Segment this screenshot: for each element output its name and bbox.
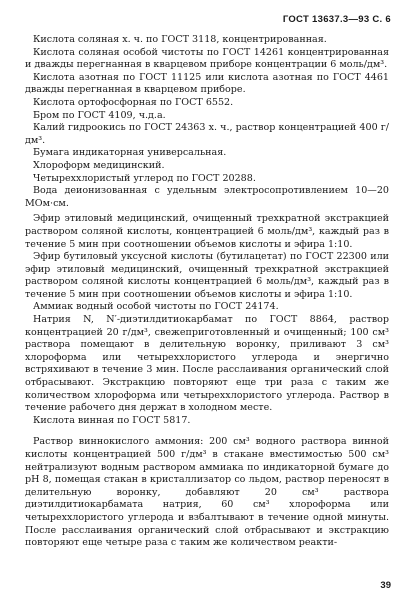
paragraph: Бумага индикаторная универсальная. (33, 147, 227, 159)
paragraph: Кислота винная по ГОСТ 5817. (33, 414, 191, 426)
paragraph: Кислота ортофосфорная по ГОСТ 6552. (33, 96, 234, 108)
paragraph: Вода деионизованная с удельным электросопротивлением 10—20 МОм·см. (25, 185, 389, 209)
paragraph: Раствор виннокислого аммония: 200 см³ водного раствора винной кислоты концентрацией 500 г/дм³ в стакане вместимостью 500 см³ нейтрализуют водным раствором аммиака по индикаторной бумаге до рН 8, помещая стакан в кристаллизатор со льдом, раствор переносят в делительную воронку, добавляют 20 см³ раствора диэтилдитиокарбамата натрия, 60 см³ хлороформа или четыреххлористого углерода и взбалтывают в течение одной минуты. После расслаивания органический слой отбрасывают и экстракцию повторяют еще четыре раза с таким же количеством реакти- (25, 436, 389, 549)
paragraph: Бром по ГОСТ 4109, ч.д.а. (33, 109, 166, 121)
paragraph: Аммиак водный особой чистоты по ГОСТ 24174. (33, 301, 279, 313)
page-number: 39 (380, 580, 391, 591)
paragraph: Четыреххлористый углерод по ГОСТ 20288. (33, 172, 256, 184)
document-body (25, 34, 389, 550)
paragraph: Натрия N, N′-диэтилдитиокарбамат по ГОСТ 8864, раствор концентрацией 20 г/дм³, свежеприготовленный и очищенный; 100 см³ раствора помещают в делительную воронку, приливают 3 см³ хлороформа или четыреххлористого углерода и энергично встряхивают в течение 3 мин. После расслаивания органический слой отбрасывают. Экстракцию повторяют еще три раза с таким же количеством хлороформа или четыреххлористого углерода. Раствор в течение рабочего дня держат в холодном месте. (25, 314, 389, 414)
running-header: ГОСТ 13637.3—93 С. 6 (282, 14, 391, 25)
paragraph: Кислота соляная особой чистоты по ГОСТ 14261 концентрированная и дважды перегнанная в кварцевом приборе концентрации 6 моль/дм³. (25, 46, 389, 71)
paragraph: Эфир бутиловый уксусной кислоты (бутилацетат) по ГОСТ 22300 или эфир этиловый медицинский, очищенный трехкратной экстракцией раствором соляной кислоты концентрацией 6 моль/дм³, каждый раз в течение 5 мин при соотношении объемов кислоты и эфира 1:10. (25, 251, 389, 300)
paragraph: Кислота азотная по ГОСТ 11125 или кислота азотная по ГОСТ 4461 дважды перегнанная в кварцевом приборе. (25, 71, 389, 96)
paragraph: Калий гидроокись по ГОСТ 24363 х. ч., раствор концентрацией 400 г/дм³. (25, 122, 389, 146)
paragraph: Кислота соляная х. ч. по ГОСТ 3118, концентрированная. (33, 34, 327, 45)
paragraph: Хлороформ медицинский. (33, 159, 165, 171)
paragraph: Эфир этиловый медицинский, очищенный трехкратной экстракцией раствором соляной кислоты, концентрацией 6 моль/дм³, каждый раз в течение 5 мин при соотношении объемов кислоты и эфира 1:10. (25, 213, 389, 250)
